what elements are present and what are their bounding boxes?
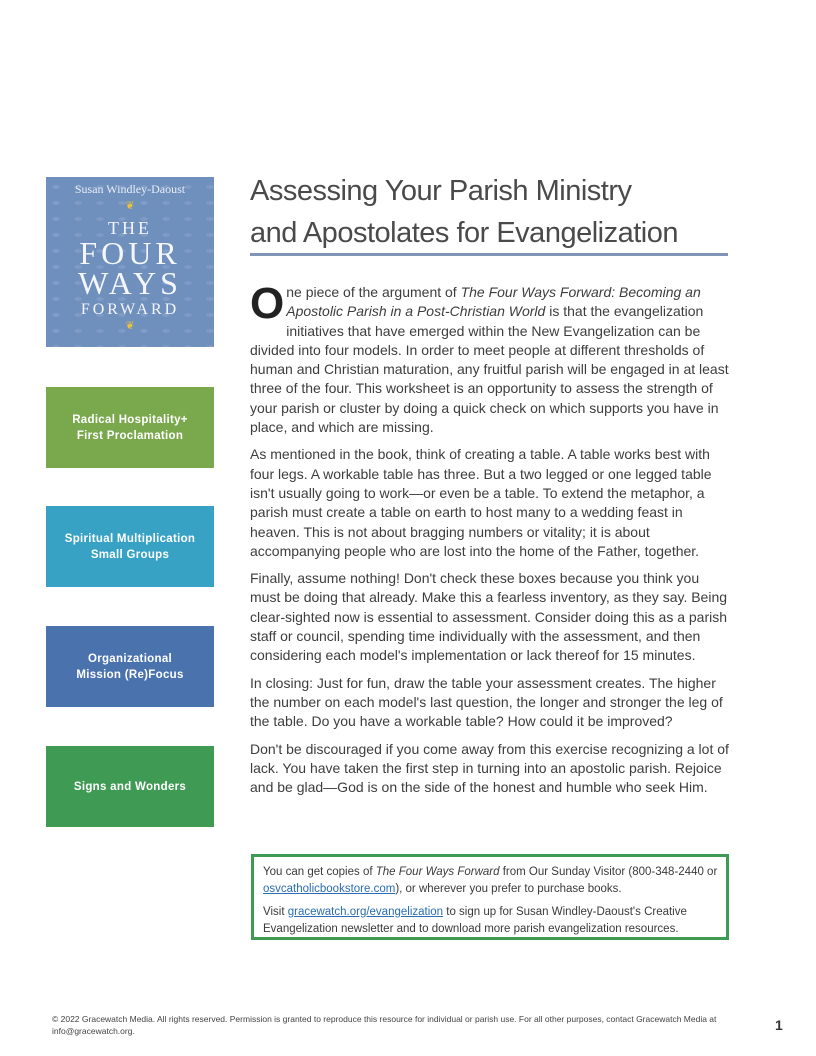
book-cover-image bbox=[46, 177, 214, 347]
info-newsletter: Visit gracewatch.org/evangelization to sign up for Susan Windley-Daoust's Creative Evangelization newsletter and to download more parish evangelization resources. bbox=[263, 906, 687, 935]
info-box bbox=[251, 854, 729, 940]
model-label: Organizational Mission (Re)Focus bbox=[76, 652, 184, 681]
cover-author: Susan Windley-Daoust bbox=[74, 182, 186, 196]
paragraph-intro: One piece of the argument of The Four Ways Forward: Becoming an Apostolic Parish in a Post-Christian World is that the evangelization initiatives that have emerged within the New Evangelization can be divided into four models. In order to meet people at different thresholds of human and Christian maturation, any fruitful parish will be engaged in at least three of the four. This worksheet is an opportunity to assess the strength of your parish or cluster by doing a quick check on which supports you have in place, and which are missing. bbox=[250, 279, 729, 436]
paragraph-encouragement: Don't be discouraged if you come away from this exercise recognizing a lot of lack. You have taken the first step in turning into an apostolic parish. Rejoice and be glad—God is on the side of the honest and humble who seek Him. bbox=[250, 740, 729, 796]
title-divider bbox=[250, 253, 728, 256]
paragraph-assume: Finally, assume nothing! Don't check these boxes because you think you must be doing that already. Make this a fearless inventory, as they say. Being clear-sighted now is essential to assessment. Consider doing this as a parish staff or council, spending time individually with the assessment, and then considering each model's implementation or lack thereof for 15 minutes. bbox=[250, 570, 728, 664]
info-purchase: You can get copies of The Four Ways Forward from Our Sunday Visitor (800-348-2440 or osvcatholicbookstore.com), or wherever you prefer to purchase books. bbox=[263, 866, 718, 895]
cover-title-four: FOUR bbox=[79, 235, 181, 271]
book-title: The Four Ways Forward bbox=[375, 866, 500, 878]
model-label: Signs and Wonders bbox=[73, 780, 187, 793]
model-label: Spiritual Multiplication Small Groups bbox=[64, 532, 196, 561]
model-box-signs-and-wonders bbox=[46, 746, 214, 827]
cover-title-the: THE bbox=[108, 218, 152, 238]
drop-cap: O bbox=[250, 279, 285, 328]
model-box-spiritual-multiplication bbox=[46, 506, 214, 587]
body-text bbox=[250, 279, 732, 805]
model-label: Radical Hospitality+ First Proclamation bbox=[72, 413, 188, 442]
osv-store-link[interactable]: osvcatholicbookstore.com bbox=[263, 883, 396, 895]
fish-icon: ❦ bbox=[125, 320, 135, 332]
cover-title-ways: WAYS bbox=[78, 265, 182, 301]
page-title bbox=[250, 170, 740, 254]
model-box-radical-hospitality bbox=[46, 387, 214, 468]
cover-title-forward: FORWARD bbox=[80, 301, 180, 318]
copyright-footer: © 2022 Gracewatch Media. All rights reserved. Permission is granted to reproduce this resource for individual or parish use. For all other purposes, contact Gracewatch Media at info@gracewatch.org. bbox=[52, 1014, 717, 1036]
book-title: The Four Ways Forward: Becoming an Apostolic Parish in a Post-Christian World bbox=[286, 284, 701, 320]
paragraph-closing: In closing: Just for fun, draw the table your assessment creates. The higher the number on each model's last question, the longer and stronger the leg of the table. Do you have a workable table? How could it be improved? bbox=[250, 674, 723, 730]
gracewatch-link[interactable]: gracewatch.org/evangelization bbox=[287, 906, 444, 918]
paragraph-table: As mentioned in the book, think of creating a table. A table works best with four legs. A workable table has three. But a two legged or one legged table isn't usually going to work—or even be a table. To extend the metaphor, a parish must create a table on earth to host many to a wedding feast in heaven. This is not about bragging numbers or vitality; it is about accompanying people who are lost into the home of the Father, together. bbox=[250, 446, 712, 559]
title-line-1: Assessing Your Parish Ministry bbox=[250, 175, 632, 207]
page-number: 1 bbox=[775, 1017, 783, 1033]
title-line-2: and Apostolates for Evangelization bbox=[250, 217, 678, 249]
model-box-organizational-mission bbox=[46, 626, 214, 707]
fish-icon: ❦ bbox=[125, 200, 135, 212]
